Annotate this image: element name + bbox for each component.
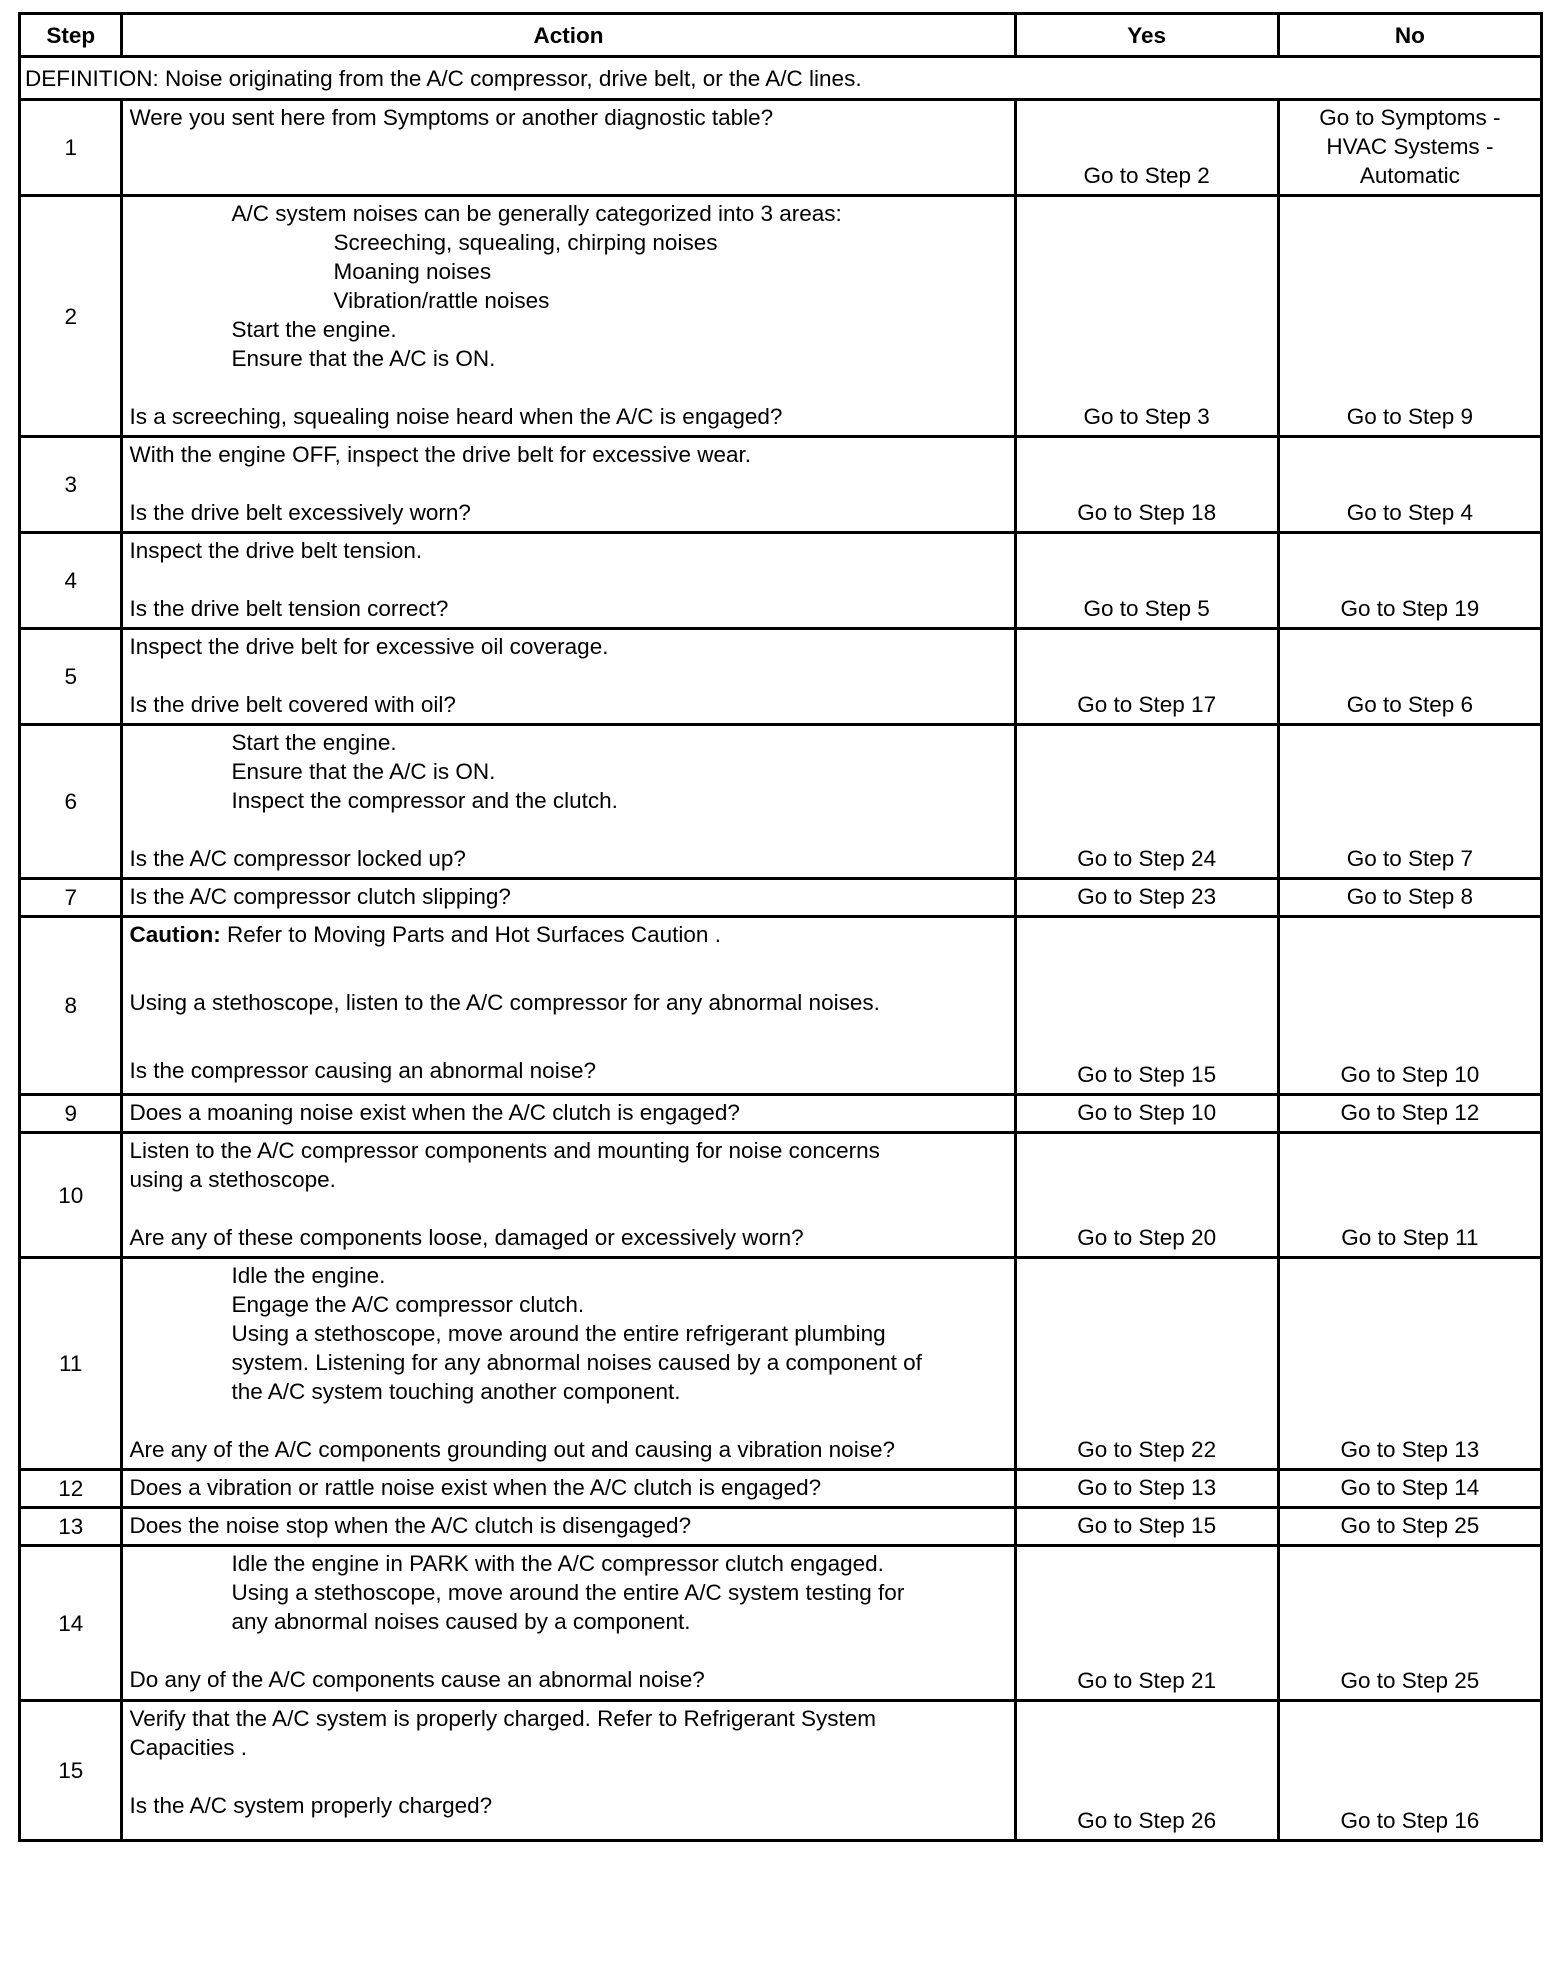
no-cell: Go to Step 8 xyxy=(1278,879,1541,917)
action-cell xyxy=(122,1508,1015,1546)
step-number: 13 xyxy=(20,1508,122,1546)
action-cell xyxy=(122,917,1015,1095)
action-line: any abnormal noises caused by a component. xyxy=(231,1609,691,1634)
action-line: Start the engine. xyxy=(231,730,397,755)
table-row xyxy=(20,629,1542,725)
action-line: Using a stethoscope, move around the entire refrigerant plumbing xyxy=(231,1321,886,1346)
action-line: system. Listening for any abnormal noises caused by a component of xyxy=(231,1350,922,1375)
table-row xyxy=(20,1133,1542,1258)
action-question: Are any of these components loose, damaged or excessively worn? xyxy=(129,1225,804,1250)
table-row xyxy=(20,917,1542,1095)
action-question: Is the A/C system properly charged? xyxy=(129,1793,493,1818)
header-step: Step xyxy=(20,14,122,57)
yes-cell: Go to Step 10 xyxy=(1015,1095,1278,1133)
action-question: Does a moaning noise exist when the A/C clutch is engaged? xyxy=(129,1100,740,1125)
table-row xyxy=(20,1470,1542,1508)
definition-text: DEFINITION: Noise originating from the A/C compressor, drive belt, or the A/C lines. xyxy=(20,57,1542,100)
step-number: 6 xyxy=(20,725,122,879)
action-line: Using a stethoscope, listen to the A/C compressor for any abnormal noises. xyxy=(129,990,880,1015)
action-line: Capacities . xyxy=(129,1735,248,1760)
definition-row xyxy=(20,57,1542,100)
action-cell xyxy=(122,437,1015,533)
action-line: Screeching, squealing, chirping noises xyxy=(333,230,718,255)
yes-cell: Go to Step 23 xyxy=(1015,879,1278,917)
action-question: Is the drive belt tension correct? xyxy=(129,596,449,621)
action-line: Inspect the compressor and the clutch. xyxy=(231,788,618,813)
header-yes: Yes xyxy=(1015,14,1278,57)
action-line: With the engine OFF, inspect the drive belt for excessive wear. xyxy=(129,442,752,467)
action-cell xyxy=(122,725,1015,879)
action-cell xyxy=(122,1095,1015,1133)
step-number: 8 xyxy=(20,917,122,1095)
action-question: Were you sent here from Symptoms or another diagnostic table? xyxy=(129,105,774,130)
step-number: 3 xyxy=(20,437,122,533)
caution-text: Refer to Moving Parts and Hot Surfaces Caution . xyxy=(220,922,721,947)
table-row xyxy=(20,533,1542,629)
action-line: Ensure that the A/C is ON. xyxy=(231,346,496,371)
no-line: Automatic xyxy=(1359,163,1460,188)
step-number: 2 xyxy=(20,196,122,437)
yes-cell: Go to Step 15 xyxy=(1015,917,1278,1095)
no-cell: Go to Step 16 xyxy=(1278,1701,1541,1841)
table-row xyxy=(20,1095,1542,1133)
yes-cell: Go to Step 17 xyxy=(1015,629,1278,725)
no-line: HVAC Systems - xyxy=(1326,134,1494,159)
action-line: using a stethoscope. xyxy=(129,1167,336,1192)
step-number: 15 xyxy=(20,1701,122,1841)
action-line: Listen to the A/C compressor components and mounting for noise concerns xyxy=(129,1138,880,1163)
no-cell: Go to Step 19 xyxy=(1278,533,1541,629)
action-cell xyxy=(122,629,1015,725)
no-cell: Go to Step 13 xyxy=(1278,1258,1541,1470)
action-line: Idle the engine. xyxy=(231,1263,386,1288)
diagnostic-table xyxy=(18,12,1543,1842)
step-number: 11 xyxy=(20,1258,122,1470)
action-line: Verify that the A/C system is properly charged. Refer to Refrigerant System xyxy=(129,1706,877,1731)
yes-cell: Go to Step 2 xyxy=(1015,100,1278,196)
header-row xyxy=(20,14,1542,57)
action-question: Is a screeching, squealing noise heard when the A/C is engaged? xyxy=(129,404,783,429)
action-question: Are any of the A/C components grounding out and causing a vibration noise? xyxy=(129,1437,895,1462)
action-line: Engage the A/C compressor clutch. xyxy=(231,1292,585,1317)
action-question: Is the A/C compressor clutch slipping? xyxy=(129,884,511,909)
yes-cell: Go to Step 22 xyxy=(1015,1258,1278,1470)
action-cell xyxy=(122,1133,1015,1258)
no-cell: Go to Step 9 xyxy=(1278,196,1541,437)
caution-label: Caution: xyxy=(129,922,221,947)
yes-cell: Go to Step 15 xyxy=(1015,1508,1278,1546)
table-row xyxy=(20,1508,1542,1546)
action-cell xyxy=(122,1546,1015,1701)
header-action: Action xyxy=(122,14,1015,57)
no-cell: Go to Step 12 xyxy=(1278,1095,1541,1133)
table-row xyxy=(20,725,1542,879)
step-number: 4 xyxy=(20,533,122,629)
action-line: Inspect the drive belt for excessive oil coverage. xyxy=(129,634,609,659)
no-cell: Go to Step 11 xyxy=(1278,1133,1541,1258)
header-no: No xyxy=(1278,14,1541,57)
action-line: Vibration/rattle noises xyxy=(333,288,550,313)
action-question: Is the compressor causing an abnormal noise? xyxy=(129,1058,596,1083)
yes-cell: Go to Step 18 xyxy=(1015,437,1278,533)
action-question: Does a vibration or rattle noise exist when the A/C clutch is engaged? xyxy=(129,1475,822,1500)
no-cell: Go to Step 4 xyxy=(1278,437,1541,533)
action-cell xyxy=(122,1701,1015,1841)
action-line: A/C system noises can be generally categorized into 3 areas: xyxy=(231,201,842,226)
table-row xyxy=(20,1546,1542,1701)
table-row xyxy=(20,1258,1542,1470)
action-question: Does the noise stop when the A/C clutch is disengaged? xyxy=(129,1513,692,1538)
action-question: Is the A/C compressor locked up? xyxy=(129,846,466,871)
no-cell: Go to Step 25 xyxy=(1278,1546,1541,1701)
step-number: 5 xyxy=(20,629,122,725)
step-number: 14 xyxy=(20,1546,122,1701)
table-row xyxy=(20,879,1542,917)
action-line: Idle the engine in PARK with the A/C compressor clutch engaged. xyxy=(231,1551,884,1576)
no-cell xyxy=(1278,100,1541,196)
no-cell: Go to Step 10 xyxy=(1278,917,1541,1095)
step-number: 12 xyxy=(20,1470,122,1508)
no-cell: Go to Step 7 xyxy=(1278,725,1541,879)
action-cell xyxy=(122,879,1015,917)
no-cell: Go to Step 25 xyxy=(1278,1508,1541,1546)
table-row xyxy=(20,437,1542,533)
yes-cell: Go to Step 21 xyxy=(1015,1546,1278,1701)
action-cell xyxy=(122,1258,1015,1470)
step-number: 7 xyxy=(20,879,122,917)
action-line: Moaning noises xyxy=(333,259,492,284)
action-cell xyxy=(122,533,1015,629)
action-line: Start the engine. xyxy=(231,317,397,342)
yes-cell: Go to Step 5 xyxy=(1015,533,1278,629)
action-line: the A/C system touching another component. xyxy=(231,1379,681,1404)
action-question: Is the drive belt covered with oil? xyxy=(129,692,456,717)
action-question: Do any of the A/C components cause an abnormal noise? xyxy=(129,1667,705,1692)
yes-cell: Go to Step 26 xyxy=(1015,1701,1278,1841)
yes-cell: Go to Step 3 xyxy=(1015,196,1278,437)
action-line: Ensure that the A/C is ON. xyxy=(231,759,496,784)
action-line: Using a stethoscope, move around the entire A/C system testing for xyxy=(231,1580,905,1605)
action-cell xyxy=(122,196,1015,437)
no-cell: Go to Step 14 xyxy=(1278,1470,1541,1508)
yes-cell: Go to Step 20 xyxy=(1015,1133,1278,1258)
step-number: 9 xyxy=(20,1095,122,1133)
no-line: Go to Symptoms - xyxy=(1319,105,1501,130)
step-number: 10 xyxy=(20,1133,122,1258)
action-question: Is the drive belt excessively worn? xyxy=(129,500,471,525)
no-cell: Go to Step 6 xyxy=(1278,629,1541,725)
action-cell xyxy=(122,100,1015,196)
caution-line xyxy=(129,920,1007,949)
action-cell xyxy=(122,1470,1015,1508)
table-row xyxy=(20,1701,1542,1841)
step-number: 1 xyxy=(20,100,122,196)
yes-cell: Go to Step 13 xyxy=(1015,1470,1278,1508)
table-row xyxy=(20,196,1542,437)
table-row xyxy=(20,100,1542,196)
action-line: Inspect the drive belt tension. xyxy=(129,538,423,563)
yes-cell: Go to Step 24 xyxy=(1015,725,1278,879)
